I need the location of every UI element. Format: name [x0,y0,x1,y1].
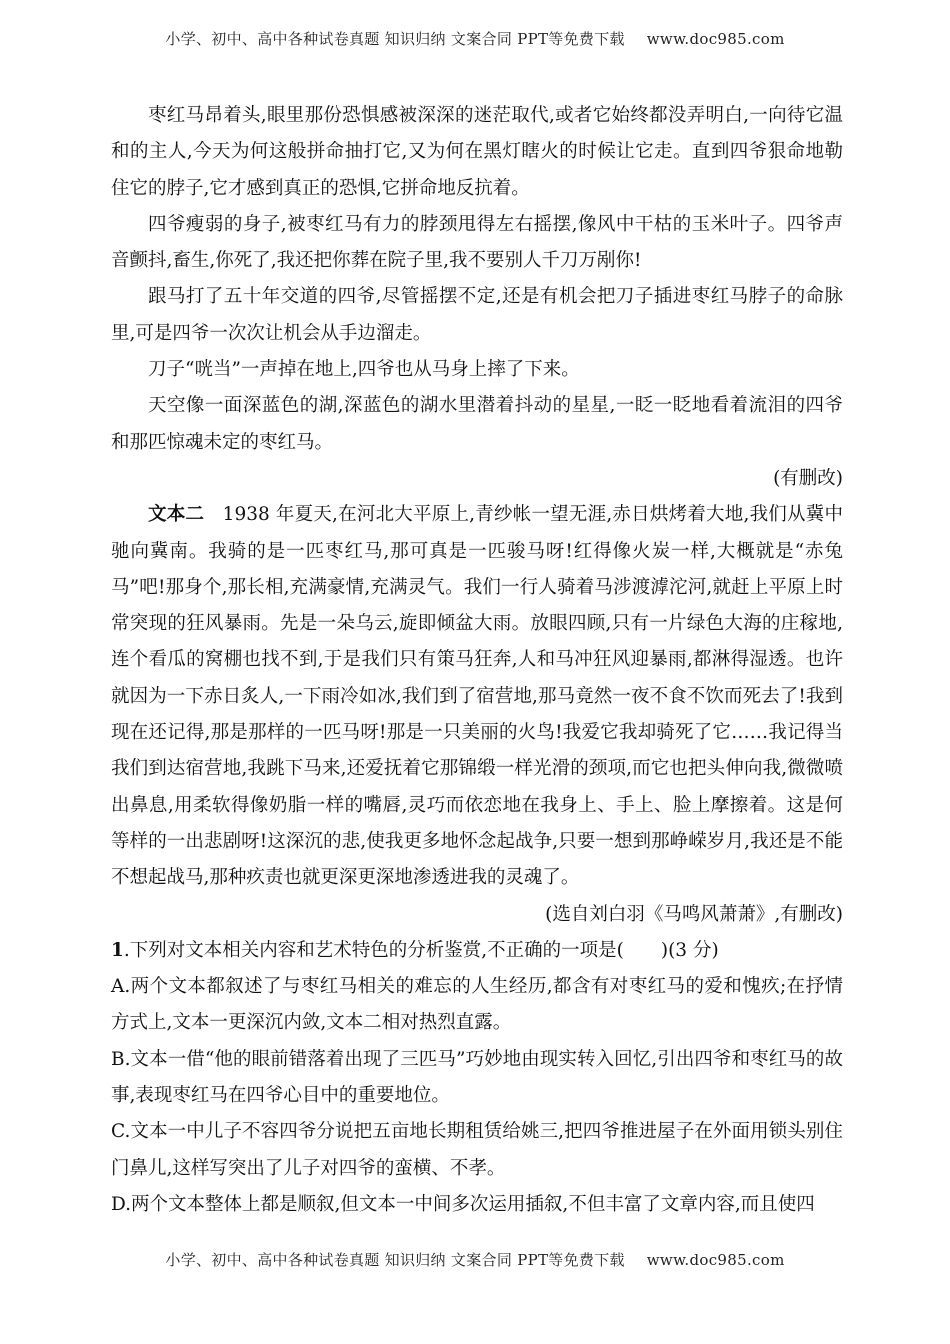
option-d: D.两个文本整体上都是顺叙,但文本一中间多次运用插叙,不但丰富了文章内容,而且使四 [111,1193,815,1215]
header-text: 小学、初中、高中各种试卷真题 知识归纳 文案合同 PPT等免费下载 [165,30,625,48]
text-one-paragraph-3: 跟马打了五十年交道的四爷,尽管摇摆不定,还是有机会把刀子插进枣红马脖子的命脉里,可是四爷一次次让机会从手边溜走。 [111,286,843,344]
option-a: A.两个文本都叙述了与枣红马相关的难忘的人生经历,都含有对枣红马的爱和愧疚;在抒情方式上,文本一更深沉内敛,文本二相对热烈直露。 [111,976,843,1034]
page-footer [0,1249,950,1270]
question-stem [111,933,843,969]
option-c: C.文本一中儿子不容四爷分说把五亩地长期租赁给姚三,把四爷推进屋子在外面用锁头别住门鼻儿,这样写突出了儿子对四爷的蛮横、不孝。 [111,1121,843,1179]
text-one-paragraph-1: 枣红马昂着头,眼里那份恐惧感被深深的迷茫取代,或者它始终都没弄明白,一向待它温和的主人,今天为何这般拼命抽打它,又为何在黑灯瞎火的时候让它走。直到四爷狠命地勒住它的脖子,它才感到真正的恐惧,它拼命地反抗着。 [111,105,843,199]
text-one-paragraph-4: 刀子“咣当”一声掉在地上,四爷也从马身上摔了下来。 [148,359,580,381]
document-body [111,98,843,1223]
question-stem-text: .下列对文本相关内容和艺术特色的分析鉴赏,不正确的一项是( )(3 分) [123,939,719,961]
question-number: 1 [111,939,124,961]
footer-text: 小学、初中、高中各种试卷真题 知识归纳 文案合同 PPT等免费下载 [165,1251,625,1269]
option-b: B.文本一借“他的眼前错落着出现了三匹马”巧妙地由现实转入回忆,引出四爷和枣红马的故事,表现枣红马在四爷心目中的重要地位。 [111,1048,843,1107]
footer-site-link[interactable]: www.doc985.com [646,1251,785,1269]
page-header [0,28,950,49]
text-two-source: (选自刘白羽《马鸣风萧萧》,有删改) [545,903,843,925]
text-one-paragraph-2: 四爷瘦弱的身子,被枣红马有力的脖颈甩得左右摇摆,像风中干枯的玉米叶子。四爷声音颤抖,畜生,你死了,我还把你葬在院子里,我不要别人千刀万剐你! [111,213,843,272]
text-one-note: (有删改) [773,467,843,489]
text-one-paragraph-5: 天空像一面深蓝色的湖,深蓝色的湖水里潜着抖动的星星,一眨一眨地看着流泪的四爷和那匹惊魂未定的枣红马。 [111,395,843,453]
header-site-link[interactable]: www.doc985.com [646,30,785,48]
text-two-paragraph [111,497,843,896]
text-two-label: 文本二 [148,504,205,526]
text-two-body: 1938 年夏天,在河北大平原上,青纱帐一望无涯,赤日烘烤着大地,我们从冀中驰向冀南。我骑的是一匹枣红马,那可真是一匹骏马呀!红得像火炭一样,大概就是“赤兔马”吧!那身个,那长相,充满豪情,充满灵气。我们一行人骑着马涉渡滹沱河,就赶上平原上时常突现的狂风暴雨。先是一朵乌云,旋即倾盆大雨。放眼四顾,只有一片绿色大海的庄稼地,连个看瓜的窝棚也找不到,于是我们只有策马狂奔,人和马冲狂风迎暴雨,都淋得湿透。也许就因为一下赤日炙人,一下雨冷如冰,我们到了宿营地,那马竟然一夜不食不饮而死去了!我到现在还记得,那是那样的一匹马呀!那是一只美丽的火鸟!我爱它我却骑死了它……我记得当我们到达宿营地,我跳下马来,还爱抚着它那锦缎一样光滑的颈项,而它也把头伸向我,微微喷出鼻息,用柔软得像奶脂一样的嘴唇,灵巧而依恋地在我身上、手上、脸上摩擦着。这是何等样的一出悲剧呀!这深沉的悲,使我更多地怀念起战争,只要一想到那峥嵘岁月,我还是不能不想起战马,那种疚责也就更深更深地渗透进我的灵魂了。 [111,504,843,889]
